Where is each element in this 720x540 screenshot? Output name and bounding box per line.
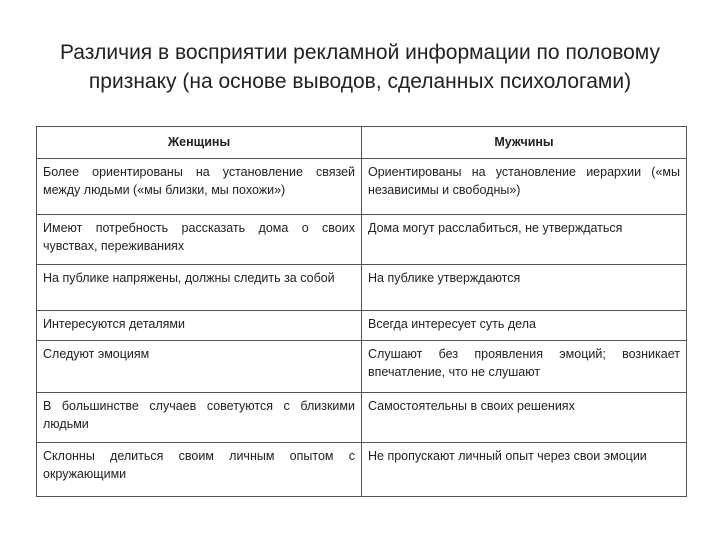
table-row bbox=[37, 215, 687, 265]
table-row bbox=[37, 265, 687, 311]
cell-women: На публике напряжены, должны следить за собой bbox=[37, 265, 362, 311]
cell-men: Не пропускают личный опыт через свои эмоции bbox=[362, 443, 687, 497]
header-women: Женщины bbox=[37, 127, 362, 159]
table-row bbox=[37, 393, 687, 443]
cell-women: Более ориентированы на установление связей между людьми («мы близки, мы похожи») bbox=[37, 159, 362, 215]
cell-men: Самостоятельны в своих решениях bbox=[362, 393, 687, 443]
cell-women: В большинстве случаев советуются с близкими людьми bbox=[37, 393, 362, 443]
cell-women: Интересуются деталями bbox=[37, 311, 362, 341]
comparison-table bbox=[36, 126, 687, 497]
cell-men: Дома могут расслабиться, не утверждаться bbox=[362, 215, 687, 265]
table-row bbox=[37, 443, 687, 497]
cell-women: Склонны делиться своим личным опытом с окружающими bbox=[37, 443, 362, 497]
cell-men: На публике утверждаются bbox=[362, 265, 687, 311]
cell-women: Следуют эмоциям bbox=[37, 341, 362, 393]
cell-men: Ориентированы на установление иерархии («мы независимы и свободны») bbox=[362, 159, 687, 215]
cell-women: Имеют потребность рассказать дома о своих чувствах, переживаниях bbox=[37, 215, 362, 265]
table-row bbox=[37, 159, 687, 215]
table-row bbox=[37, 311, 687, 341]
cell-men: Слушают без проявления эмоций; возникает впечатление, что не слушают bbox=[362, 341, 687, 393]
header-men: Мужчины bbox=[362, 127, 687, 159]
header-row bbox=[37, 127, 687, 159]
cell-men: Всегда интересует суть дела bbox=[362, 311, 687, 341]
slide-title: Различия в восприятии рекламной информации по половому признаку (на основе выводов, сделанных психологами) bbox=[60, 41, 660, 93]
table-row bbox=[37, 341, 687, 393]
